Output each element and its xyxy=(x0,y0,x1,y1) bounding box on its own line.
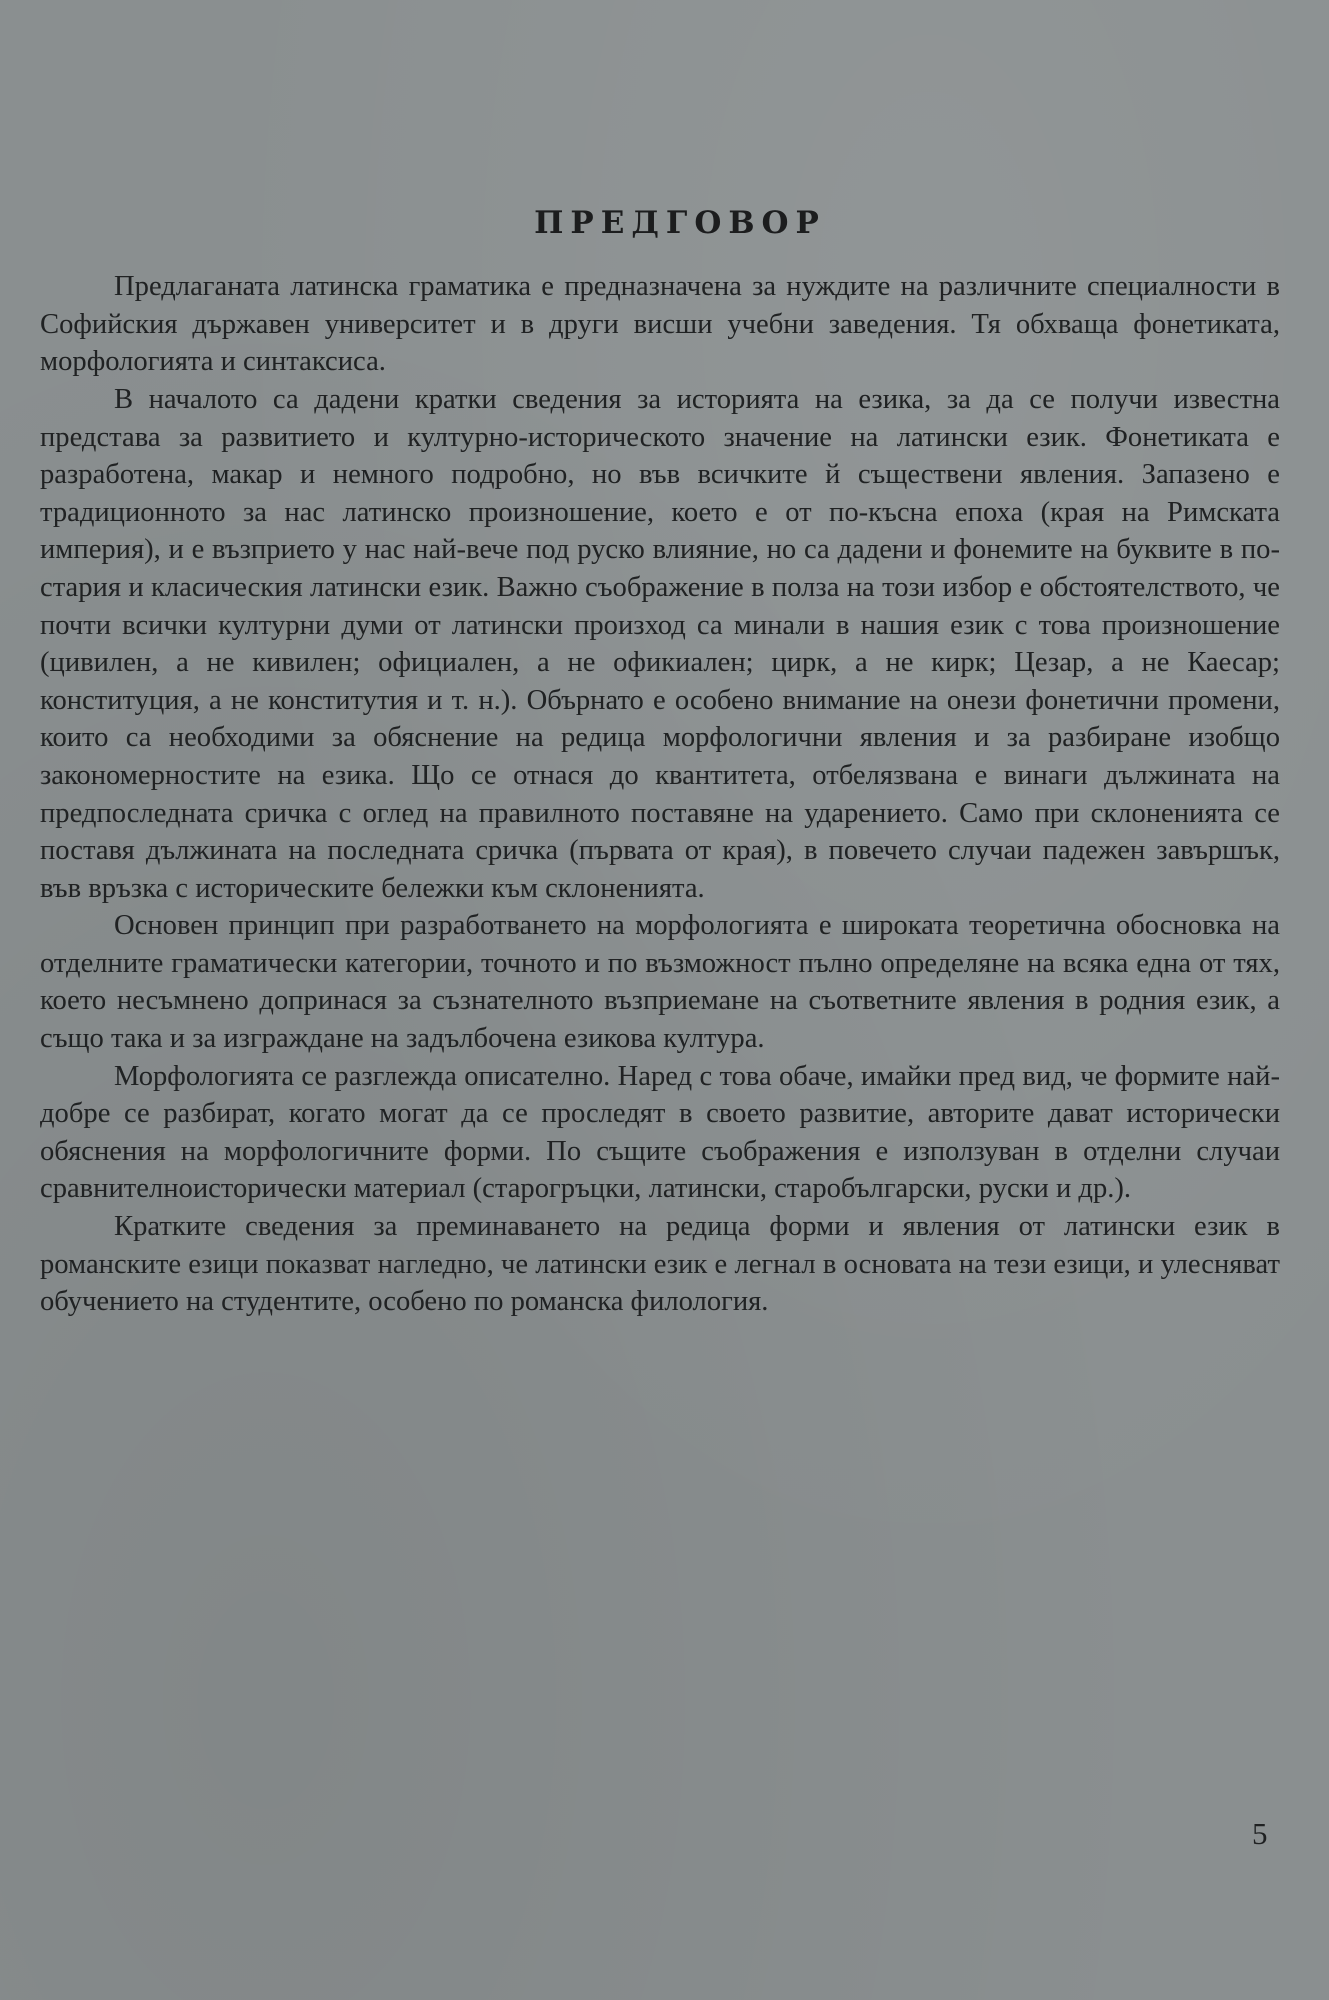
paragraph-1: Предлаганата латинска граматика е предназначена за нуждите на различните специалности в Софийския държавен университет и в други висши учебни заведения. Тя обхваща фонетиката, морфологията и синтаксиса. xyxy=(40,271,1280,378)
paragraph-2: В началото са дадени кратки сведения за историята на езика, за да се получи известна представа за развитието и културно-историческото значение на латински език. Фонетиката е разработена, макар и немного подробно, но във всичките й съществени явления. Запазено е традиционното за нас латинско произношение, което е от по-късна епоха (края на Римската империя), и е възприето у нас най-вече под руско влияние, но са дадени и фонемите на буквите в по-стария и класическия латински език. Важно съображение в полза на този избор е обстоятелството, че почти всички културни думи от латински произход са минали в нашия език с това произношение (цивилен, а не кивилен; официален, а не офикиален; цирк, а не кирк; Цезар, а не Каесар; конституция, а не конститутия и т. н.). Обърнато е особено внимание на онези фонетични промени, които са необходими за обяснение на редица морфологични явления и за разбиране изобщо закономерностите на езика. Що се отнася до квантитета, отбелязвана е винаги дължината на предпоследната сричка с оглед на правилното поставяне на ударението. Само при склоненията се поставя дължината на последната сричка (първата от края), в повечето случаи падежен завършък, във връзка с историческите бележки към склоненията. xyxy=(40,383,1280,904)
paragraph-5: Кратките сведения за преминаването на редица форми и явления от латински език в романските езици показват нагледно, че латински език е легнал в основата на тези езици, и улесняват обучението на студентите, особено по романска филология. xyxy=(40,1211,1280,1318)
paragraph-3: Основен принцип при разработването на морфологията е широката теоретична обосновка на отделните граматически категории, точното и по възможност пълно определяне на всяка една от тях, което несъмнено допринася за съзнателното възприемане на съответните явления в родния език, а също така и за изграждане на задълбочена езикова култура. xyxy=(40,910,1280,1055)
paragraph-4: Морфологията се разглежда описателно. Наред с това обаче, имайки пред вид, че формите най-добре се разбират, когато могат да се проследят в своето развитие, авторите дават исторически обяснения на морфологичните форми. По същите съображения е използуван в отделни случаи сравнителноисторически материал (старогръцки, латински, старобългарски, руски и др.). xyxy=(40,1060,1280,1205)
page-title: ПРЕДГОВОР xyxy=(534,205,826,241)
preface-content xyxy=(40,205,1280,1321)
page-number: 5 xyxy=(1252,1816,1268,1851)
